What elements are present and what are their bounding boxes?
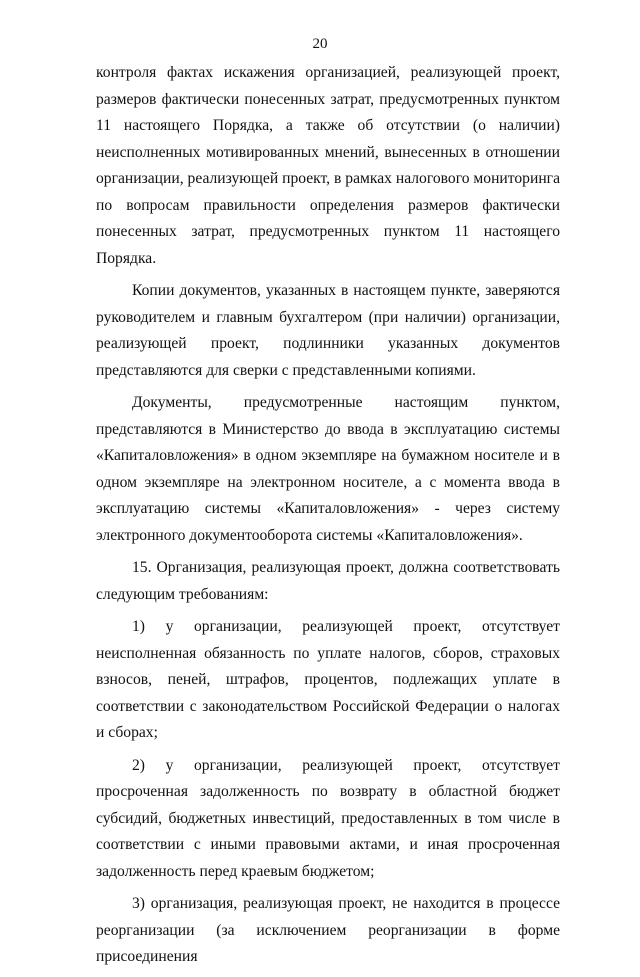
page-number: 20 — [312, 36, 328, 52]
paragraph-documents: Документы, предусмотренные настоящим пунктом, представляются в Министерство до ввода в эксплуатацию системы «Капиталовложения» в одном экземпляре на бумажном носителе и в одном экземпляре на электронном носителе, а с момента ввода в эксплуатацию системы «Капиталовложения» - через систему электронного документооборота системы «Капиталовложения». — [96, 394, 560, 544]
paragraph-continuation: контроля фактах искажения организацией, реализующей проект, размеров фактически понесенных затрат, предусмотренных пунктом 11 настоящего Порядка, а также об отсутствии (о наличии) неисполненных мотивированных мнений, вынесенных в отношении организации, реализующей проект, в рамках налогового мониторинга по вопросам правильности определения размеров фактически понесенных затрат, предусмотренных пунктом 11 настоящего Порядка. — [96, 64, 560, 267]
paragraph-subitem-2: 2) у организации, реализующей проект, отсутствует просроченная задолженность по возврату в областной бюджет субсидий, бюджетных инвестиций, предоставленных в том числе в соответствии с иными правовыми актами, и иная просроченная задолженность перед краевым бюджетом; — [96, 756, 560, 880]
paragraph-subitem-1: 1) у организации, реализующей проект, отсутствует неисполненная обязанность по уплате налогов, сборов, страховых взносов, пеней, штрафов, процентов, подлежащих уплате в соответствии с законодательством Российской Федерации о налогах и сборах; — [96, 618, 560, 741]
paragraph-copies: Копии документов, указанных в настоящем пункте, заверяются руководителем и главным бухгалтером (при наличии) организации, реализующей проект, подлинники указанных документов представляются для сверки с представленными копиями. — [96, 282, 560, 379]
paragraph-item-15: 15. Организация, реализующая проект, должна соответствовать следующим требованиям: — [96, 559, 560, 603]
paragraph-subitem-3: 3) организация, реализующая проект, не находится в процессе реорганизации (за исключением реорганизации в форме присоединения — [96, 895, 560, 965]
document-body — [96, 60, 560, 977]
